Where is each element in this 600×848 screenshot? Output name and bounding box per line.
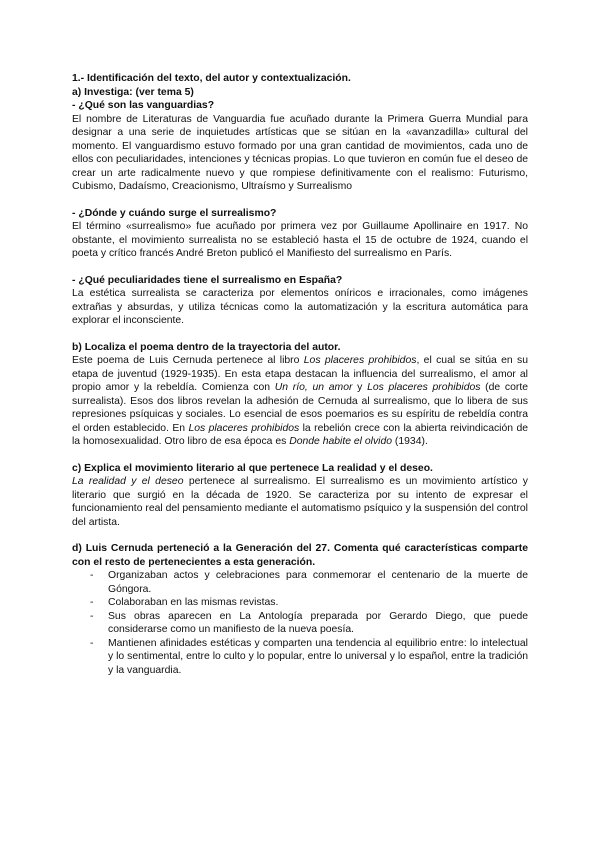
question-surrealismo-origen: - ¿Dónde y cuándo surge el surrealismo?	[72, 207, 277, 219]
section-1a-title: a) Investiga: (ver tema 5)	[72, 86, 194, 98]
list-item: - Sus obras aparecen en La Antología preparada por Gerardo Diego, que puede considerarse como un manifiesto de la nueva poesía.	[72, 610, 528, 637]
question-surrealismo-espana: - ¿Qué peculiaridades tiene el surrealismo en España?	[72, 274, 343, 286]
section-c-title: c) Explica el movimiento literario al que pertenece La realidad y el deseo.	[72, 462, 433, 474]
list-item: - Colaboraban en las mismas revistas.	[72, 596, 528, 610]
answer-vanguardias: El nombre de Literaturas de Vanguardia fue acuñado durante la Primera Guerra Mundial para designar a una serie de inquietudes artísticas que se sitúan en la «avanzadilla» cultural del momento. El vanguardismo estuvo formado por una gran cantidad de movimientos, cada uno de ellos con peculiaridades, intenciones y técnicas propias. Lo que tuvieron en común fue el deseo de crear un arte radicalmente nuevo y que rompiese definitivamente con el realismo: Futurismo, Cubismo, Dadaísmo, Creacionismo, Ultraísmo y Surrealismo	[72, 113, 528, 192]
generation-27-list	[72, 569, 528, 677]
answer-surrealismo-origen: El término «surrealismo» fue acuñado por primera vez por Guillaume Apollinaire en 1917. No obstante, el movimiento surrealista no se estableció hasta el 15 de octubre de 1924, cuando el poeta y crítico francés André Breton publicó el Manifiesto del surrealismo en París.	[72, 221, 528, 259]
section-1-title: 1.- Identificación del texto, del autor y contextualización.	[72, 73, 351, 84]
answer-surrealismo-espana: La estética surrealista se caracteriza por elementos oníricos e irracionales, como imágenes extrañas y absurdas, y utiliza técnicas como la automatización y la escritura automática para explorar el inconsciente.	[72, 288, 528, 326]
section-d-title: d) Luis Cernuda perteneció a la Generación del 27. Comenta qué características comparte con el resto de pertenecientes a esta generación.	[72, 543, 528, 568]
question-vanguardias: - ¿Qué son las vanguardias?	[72, 100, 215, 111]
section-c-paragraph: La realidad y el deseo pertenece al surrealismo. El surrealismo es un movimiento artístico y literario que surgió en la década de 1920. Se caracteriza por su intento de expresar el funcionamiento real del pensamiento mediante el automatismo psíquico y la suspensión del control del artista.	[72, 476, 528, 528]
document-page	[72, 72, 528, 677]
list-item: - Organizaban actos y celebraciones para conmemorar el centenario de la muerte de Góngora.	[72, 569, 528, 596]
list-item: - Mantienen afinidades estéticas y comparten una tendencia al equilibrio entre: lo intelectual y lo sentimental, entre lo culto y lo popular, entre lo universal y lo español, entre la tradición y la vanguardia.	[72, 637, 528, 678]
section-b-paragraph: Este poema de Luis Cernuda pertenece al libro Los placeres prohibidos, el cual se sitúa en su etapa de juventud (1929-1935). En esta etapa destacan la influencia del surrealismo, el amor al propio amor y la rebeldía. Comienza con Un río, un amor y Los placeres prohibidos (de corte surrealista). Esos dos libros revelan la adhesión de Cernuda al surrealismo, que lo libera de sus represiones psíquicas y sociales. Lo esencial de esos poemarios es su espíritu de rebeldía contra el orden establecido. En Los placeres prohibidos la rebelión crece con la abierta reivindicación de la homosexualidad. Otro libro de esa época es Donde habite el olvido (1934).	[72, 355, 529, 447]
section-b-title: b) Localiza el poema dentro de la trayectoria del autor.	[72, 341, 341, 353]
